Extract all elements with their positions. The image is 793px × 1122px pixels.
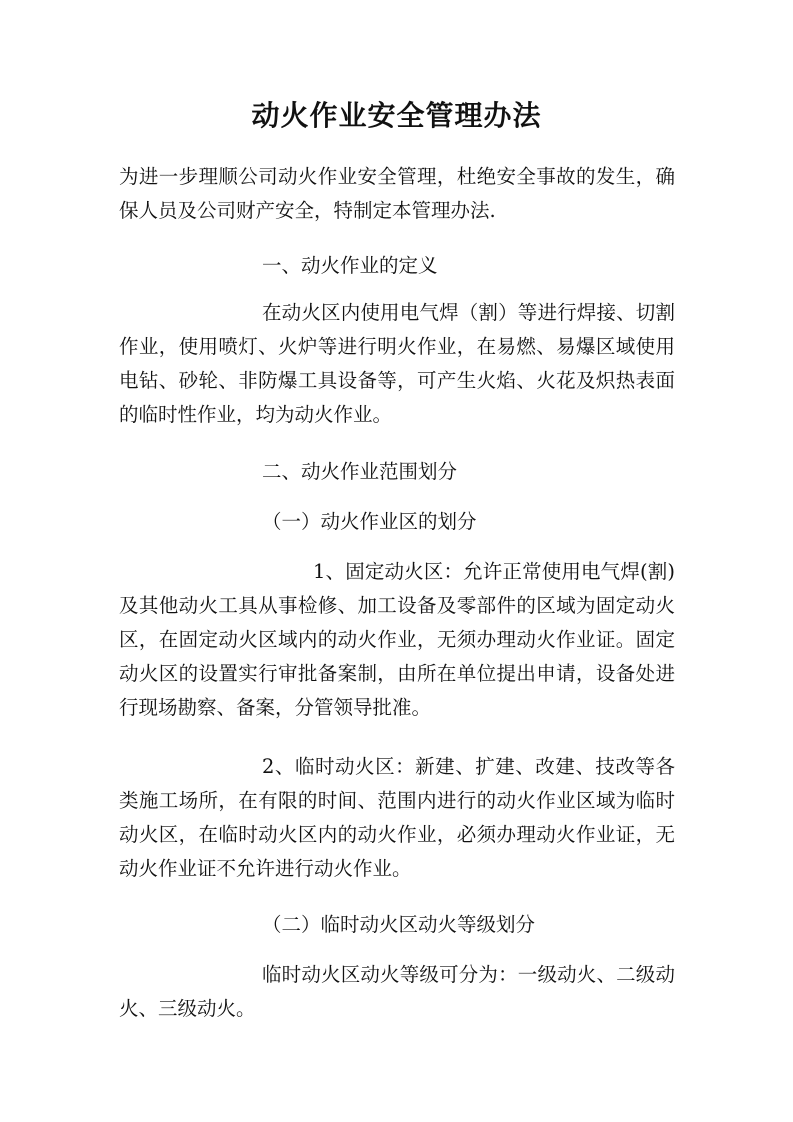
section-1-body: 在动火区内使用电气焊（割）等进行焊接、切割作业，使用喷灯、火炉等进行明火作业，在易燃、易爆区域使用电钻、砂轮、非防爆工具设备等，可产生火焰、火花及炽热表面的临时性作业，均为动火作业。: [119, 301, 675, 426]
document-title: 动火作业安全管理办法: [251, 99, 542, 132]
subsection-2-body: 临时动火区动火等级可分为：一级动火、二级动火、三级动火。: [119, 963, 675, 1020]
subsection-1-heading: （一）动火作业区的划分: [262, 510, 477, 533]
intro-paragraph: 为进一步理顺公司动火作业安全管理，杜绝安全事故的发生，确保人员及公司财产安全，特制定本管理办法.: [119, 165, 675, 222]
section-1-heading: 一、动火作业的定义: [262, 254, 438, 277]
item-2-paragraph: 2、临时动火区：新建、扩建、改建、技改等各类施工场所，在有限的时间、范围内进行的动火作业区域为临时动火区，在临时动火区内的动火作业，必须办理动火作业证，无动火作业证不允许进行动火作业。: [119, 755, 675, 880]
section-2-heading: 二、动火作业范围划分: [262, 460, 458, 483]
item-1-paragraph: 1、固定动火区：允许正常使用电气焊(割)及其他动火工具从事检修、加工设备及零部件的区域为固定动火区，在固定动火区域内的动火作业，无须办理动火作业证。固定动火区的设置实行审批备案制，由所在单位提出申请，设备处进行现场勘察、备案，分管领导批准。: [119, 560, 675, 719]
subsection-2-heading: （二）临时动火区动火等级划分: [262, 913, 536, 936]
